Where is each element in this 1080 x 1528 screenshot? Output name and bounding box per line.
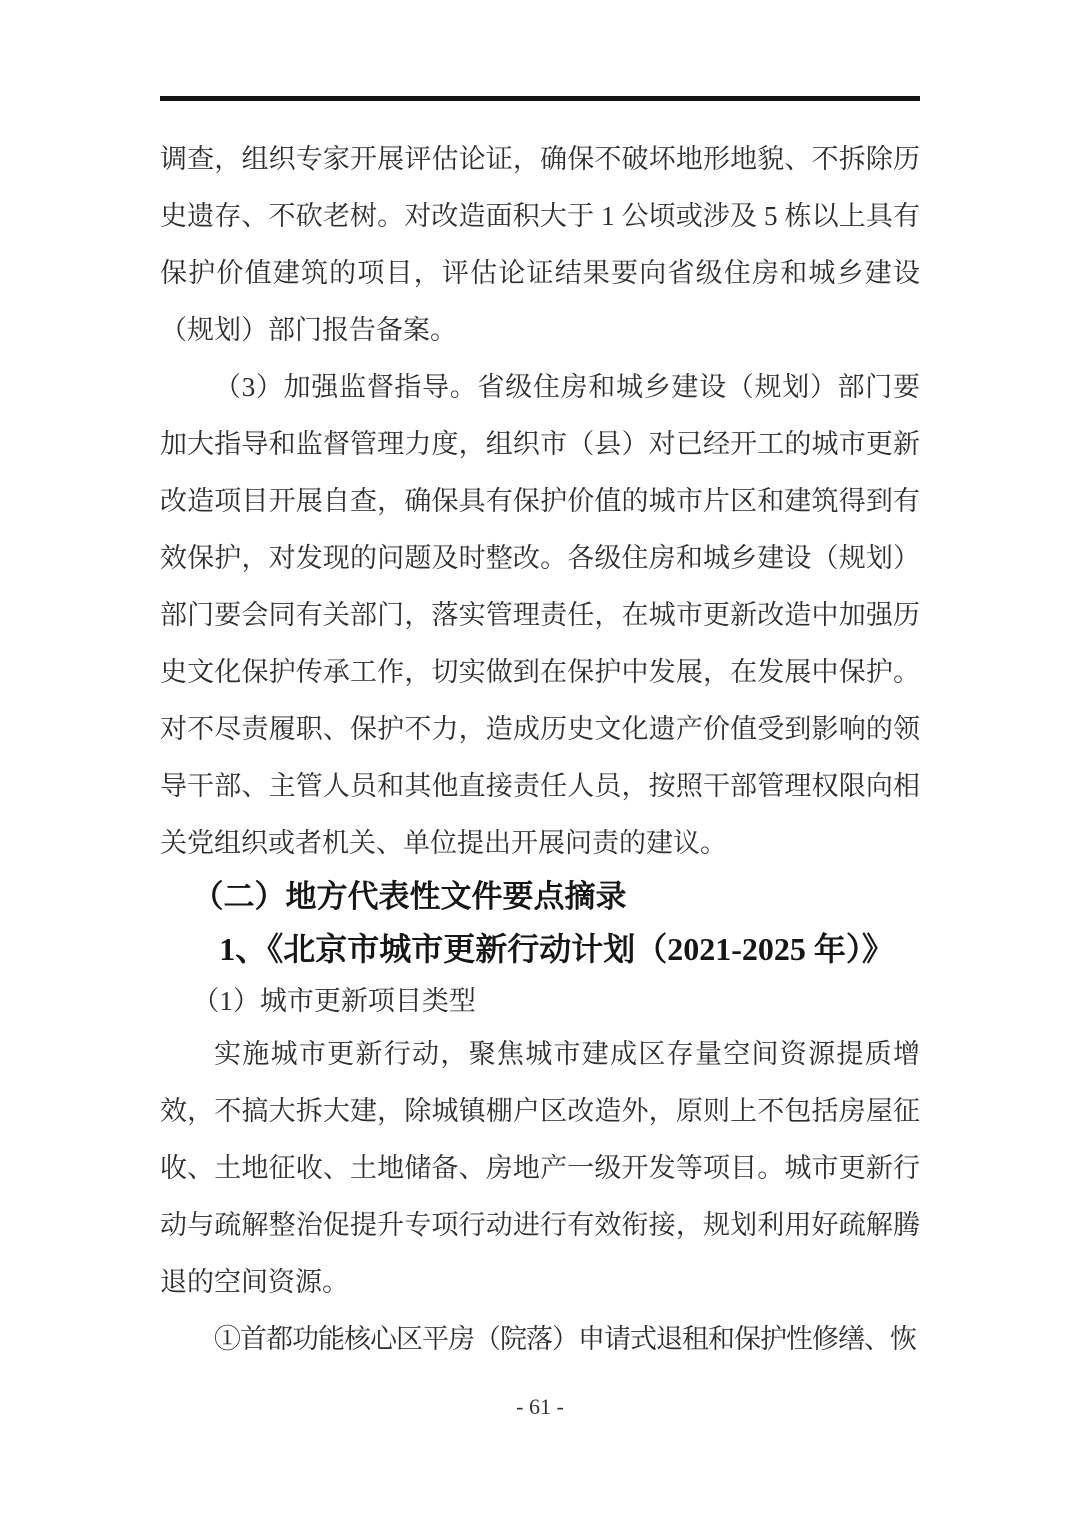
paragraph-continuation: 调查，组织专家开展评估论证，确保不破坏地形地貌、不拆除历史遗存、不砍老树。对改造面积大于 1 公顷或涉及 5 栋以上具有保护价值建筑的项目，评估论证结果要向省级住房和城乡建设（规划）部门报告备案。 [160, 144, 920, 345]
page-number: - 61 - [516, 1394, 564, 1419]
paragraph-supervision-guidance: （3）加强监督指导。省级住房和城乡建设（规划）部门要加大指导和监督管理力度，组织市（县）对已经开工的城市更新改造项目开展自查，确保具有保护价值的城市片区和建筑得到有效保护，对发现的问题及时整改。各级住房和城乡建设（规划）部门要会同有关部门，落实管理责任，在城市更新改造中加强历史文化保护传承工作，切实做到在保护中发展，在发展中保护。对不尽责履职、保护不力，造成历史文化遗产价值受到影响的领导干部、主管人员和其他直接责任人员，按照干部管理权限向相关党组织或者机关、单位提出开展问责的建议。 [160, 372, 920, 858]
paragraph-item-circle1: ①首都功能核心区平房（院落）申请式退租和保护性修缮、恢 [214, 1324, 916, 1354]
section-heading: （二）地方代表性文件要点摘录 [192, 879, 627, 914]
item-type-heading: （1）城市更新项目类型 [192, 986, 476, 1016]
page-content [160, 131, 920, 1368]
document-title-heading: 1、《北京市城市更新行动计划（2021-2025 年）》 [219, 931, 894, 967]
header-rule [160, 96, 920, 101]
paragraph-implementation: 实施城市更新行动，聚焦城市建成区存量空间资源提质增效，不搞大拆大建，除城镇棚户区改造外，原则上不包括房屋征收、土地征收、土地储备、房地产一级开发等项目。城市更新行动与疏解整治促提升专项行动进行有效衔接，规划利用好疏解腾退的空间资源。 [160, 1039, 920, 1297]
